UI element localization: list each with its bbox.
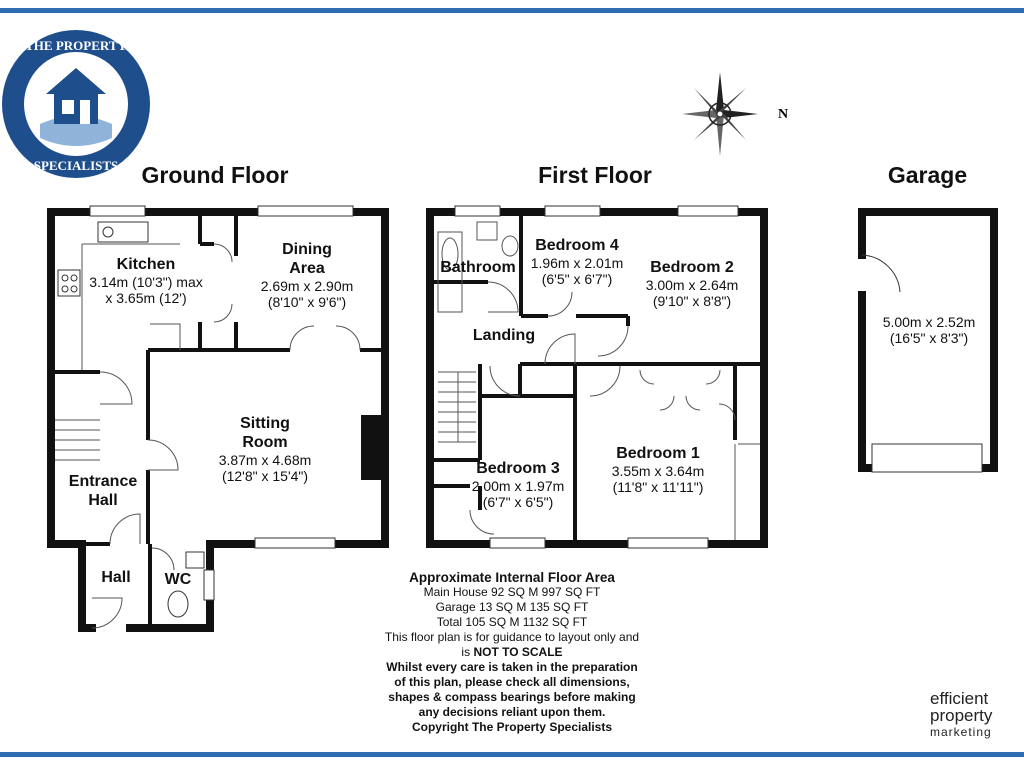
room-label-hall bbox=[90, 568, 142, 587]
brand-line-3: marketing bbox=[930, 725, 992, 739]
bedroom1-name: Bedroom 1 bbox=[616, 445, 700, 462]
sitting-name-1: Sitting bbox=[240, 415, 290, 432]
bedroom4-name: Bedroom 4 bbox=[535, 237, 619, 254]
wc-name: WC bbox=[164, 571, 192, 588]
sitting-name-2: Room bbox=[242, 434, 288, 451]
bedroom4-dim-2: (6'5" x 6'7") bbox=[541, 271, 613, 287]
ground-floor-title: Ground Floor bbox=[141, 162, 289, 188]
sitting-dim-1: 3.87m x 4.68m bbox=[218, 452, 312, 468]
landing-name: Landing bbox=[472, 327, 536, 344]
entrance-name-2: Hall bbox=[88, 492, 118, 509]
garage-door bbox=[862, 255, 982, 472]
garage-dim-1: 5.00m x 2.52m bbox=[882, 314, 976, 330]
floor-area-disclaimer bbox=[352, 570, 672, 735]
bedroom3-dim-2: (6'7" x 6'5") bbox=[482, 494, 554, 510]
kitchen-name: Kitchen bbox=[116, 256, 176, 273]
room-label-bedroom-4 bbox=[522, 236, 632, 287]
logo-ring-text-bottom: SPECIALISTS bbox=[33, 158, 119, 173]
garage-dim-2: (16'5" x 8'3") bbox=[889, 330, 969, 346]
bedroom3-dim-1: 2.00m x 1.97m bbox=[471, 478, 565, 494]
bedroom2-dim-2: (9'10" x 8'8") bbox=[652, 293, 732, 309]
bathroom-name: Bathroom bbox=[440, 259, 516, 276]
warning-line-2: of this plan, please check all dimensions, bbox=[394, 675, 630, 689]
room-label-sitting bbox=[185, 414, 345, 484]
area-main-house: Main House 92 SQ M 997 SQ FT bbox=[423, 585, 601, 599]
guidance-line-2 bbox=[352, 645, 672, 660]
garage-title: Garage bbox=[887, 162, 968, 188]
area-total: Total 105 SQ M 1132 SQ FT bbox=[436, 615, 588, 629]
brand-logo-efficient-property bbox=[930, 690, 1024, 741]
dining-dim-1: 2.69m x 2.90m bbox=[260, 278, 354, 294]
sitting-dim-2: (12'8" x 15'4") bbox=[221, 468, 309, 484]
room-label-bedroom-2 bbox=[632, 258, 752, 309]
guidance-pre: is bbox=[461, 645, 471, 659]
entrance-name-1: Entrance bbox=[68, 473, 138, 490]
bedroom2-dim-1: 3.00m x 2.64m bbox=[645, 277, 739, 293]
room-label-dining bbox=[232, 240, 382, 310]
bedroom1-dim-1: 3.55m x 3.64m bbox=[611, 463, 705, 479]
room-label-landing bbox=[462, 326, 546, 345]
dining-name-2: Area bbox=[289, 260, 325, 277]
guidance-line-1: This floor plan is for guidance to layout only and bbox=[384, 630, 640, 644]
warning-line-4: any decisions reliant upon them. bbox=[418, 705, 606, 719]
dining-dim-2: (8'10" x 9'6") bbox=[267, 294, 347, 310]
bedroom1-dim-2: (11'8" x 11'11") bbox=[612, 479, 704, 495]
room-label-kitchen bbox=[66, 255, 226, 306]
hall-name: Hall bbox=[101, 569, 131, 586]
room-label-bathroom bbox=[432, 258, 524, 277]
warning-line-3: shapes & compass bearings before making bbox=[388, 690, 636, 704]
bedroom3-name: Bedroom 3 bbox=[476, 460, 560, 477]
first-floor-title: First Floor bbox=[538, 162, 652, 188]
room-label-garage bbox=[866, 314, 992, 346]
kitchen-dim-1: 3.14m (10'3") max bbox=[89, 274, 203, 290]
bedroom4-dim-1: 1.96m x 2.01m bbox=[530, 255, 624, 271]
compass-north-label: N bbox=[778, 107, 789, 122]
room-label-wc bbox=[156, 570, 200, 589]
area-heading: Approximate Internal Floor Area bbox=[409, 570, 615, 585]
kitchen-dim-2: x 3.65m (12') bbox=[105, 290, 187, 306]
warning-line-1: Whilst every care is taken in the preparation bbox=[386, 660, 638, 674]
brand-line-1: efficient bbox=[930, 689, 989, 708]
not-to-scale: NOT TO SCALE bbox=[473, 645, 563, 659]
dining-name-1: Dining bbox=[282, 241, 332, 258]
room-label-bedroom-3 bbox=[460, 459, 576, 510]
brand-line-2: property bbox=[930, 706, 993, 725]
copyright: Copyright The Property Specialists bbox=[411, 720, 613, 734]
room-label-entrance-hall bbox=[56, 472, 150, 510]
chimney-breast bbox=[361, 415, 385, 480]
room-label-bedroom-1 bbox=[588, 444, 728, 495]
logo-ring-text-top: THE PROPERTY bbox=[25, 38, 127, 53]
bedroom2-name: Bedroom 2 bbox=[650, 259, 734, 276]
area-garage: Garage 13 SQ M 135 SQ FT bbox=[435, 600, 589, 614]
